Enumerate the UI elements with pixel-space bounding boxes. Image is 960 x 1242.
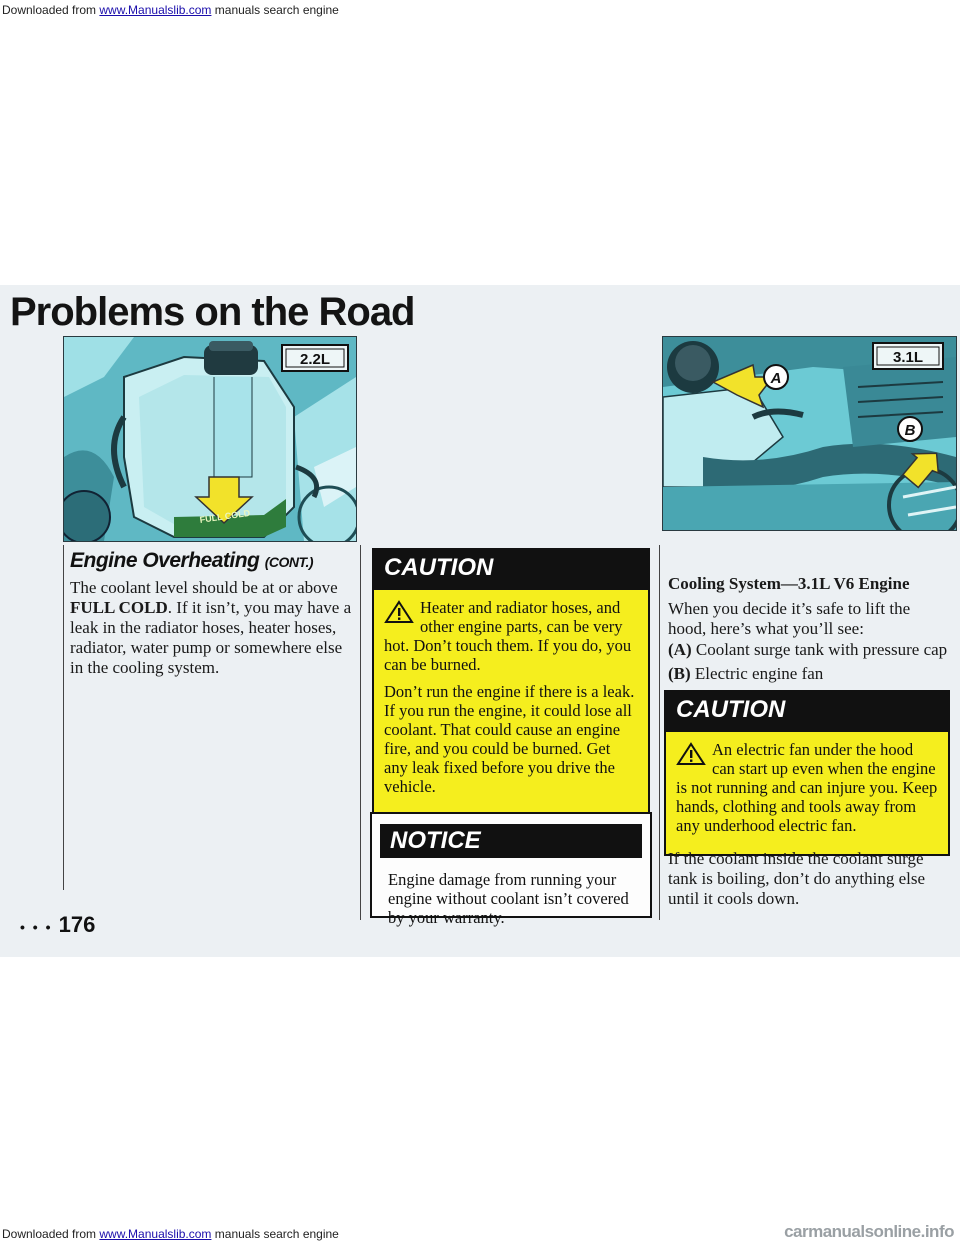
caution-fan-text: An electric fan under the hood can start up even when the engine is not running and can injure you. Keep hands, clothing and tools away from any underhood electric fan. [676,740,938,835]
caution-hot-parts-text: Heater and radiator hoses, and other engine parts, can be very hot. Don’t touch them. If you do, you can be burned. [384,598,632,674]
section-heading: Engine Overheating (CONT.) [70,549,314,572]
notice-title: NOTICE [380,824,642,858]
engine-size-label: 3.1L [892,349,924,366]
full-cold-mark: FULL COLD [199,507,251,525]
engine-illustration-3-1l [663,337,956,530]
page-number: • • • 176 [20,912,96,937]
column-rule-left [63,545,64,890]
column-rule-middle [360,545,361,920]
manualslib-link[interactable]: www.Manualslib.com [99,3,212,17]
engine-bay-photo [662,336,957,531]
column-rule-right [659,545,660,920]
warning-triangle-icon [384,600,414,624]
warning-triangle-icon [676,742,706,766]
notice-box [370,812,652,927]
caution-box-hoses [372,548,650,832]
caution-title: CAUTION [664,690,950,730]
caution-leak-text: Don’t run the engine if there is a leak. If you run the engine, it could lose all coolant. That could cause an engine fire, and you could be burned. Get any leak fixed before you drive the vehicle. [384,682,635,796]
engine-illustration-2-2l [64,337,356,541]
item-b: (B) Electric engine fan [668,664,824,683]
boiling-coolant-paragraph: If the coolant inside the coolant surge tank is boiling, don’t do anything else until it cools down. [668,849,926,908]
callout-a: A [770,370,782,387]
manualslib-footer-link[interactable]: www.Manualslib.com [99,1227,212,1241]
caution-title: CAUTION [372,548,650,588]
download-footer: Downloaded from www.Manualslib.com manuals search engine [2,1227,339,1241]
coolant-reservoir-photo [63,336,357,542]
engine-size-label: 2.2L [299,351,331,368]
cooling-system-heading: Cooling System—3.1L V6 Engine [668,574,910,593]
item-a: (A) Coolant surge tank with pressure cap [668,640,948,659]
callout-b: B [904,422,916,439]
page-title: Problems on the Road [10,290,415,334]
cooling-system-intro: When you decide it’s safe to lift the hood, here’s what you’ll see: [668,599,911,638]
download-banner: Downloaded from www.Manualslib.com manuals search engine [2,3,339,17]
caution-box-fan [664,690,950,856]
watermark: carmanualsonline.info [784,1222,954,1241]
coolant-level-paragraph: The coolant level should be at or above FULL COLD. If it isn’t, you may have a leak in the radiator hoses, heater hoses, radiator, water pump or somewhere else in the cooling system. [70,578,352,677]
notice-text: Engine damage from running your engine without coolant isn’t covered by your warranty. [388,870,629,927]
